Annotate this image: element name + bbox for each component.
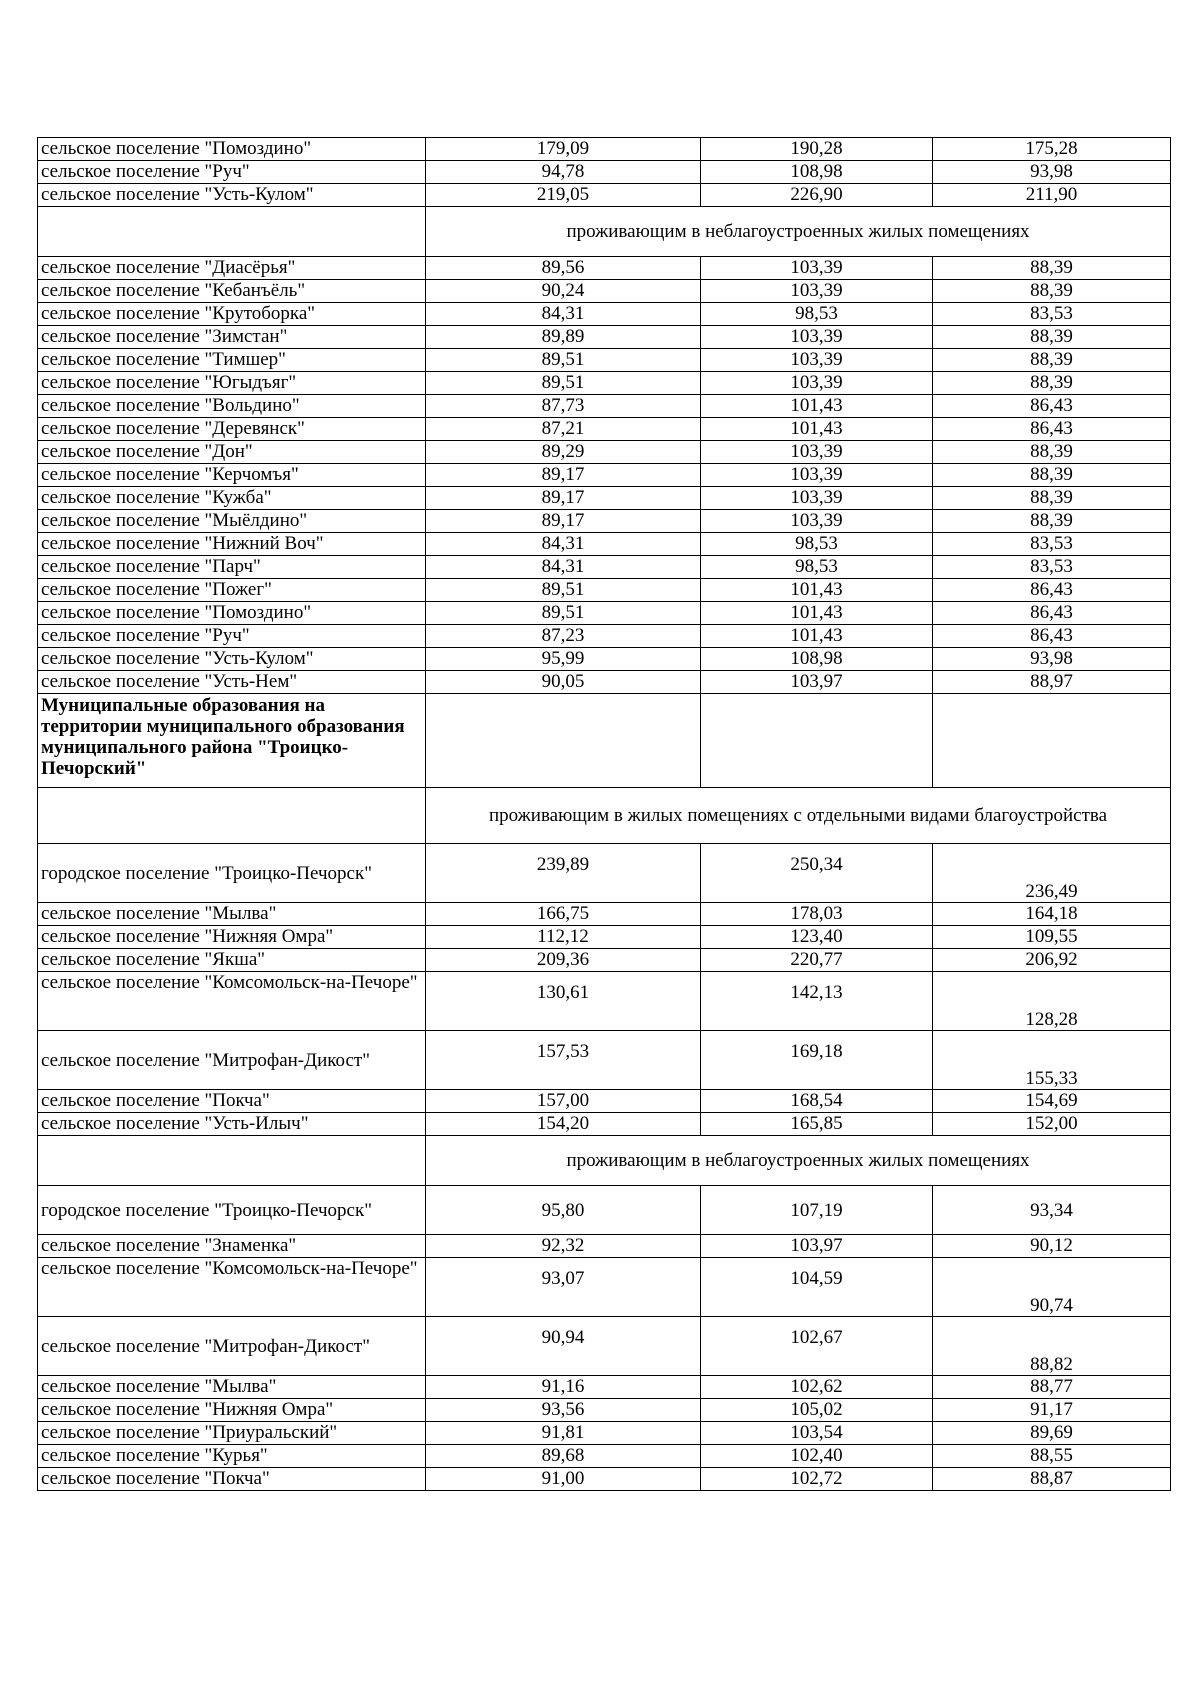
value-col1: 89,51 bbox=[426, 372, 701, 395]
value-col2: 107,19 bbox=[701, 1186, 933, 1235]
value-col2: 220,77 bbox=[701, 949, 933, 972]
value-col1: 239,89 bbox=[426, 844, 701, 903]
table-row bbox=[38, 395, 1171, 418]
value-col2: 103,39 bbox=[701, 510, 933, 533]
table-row bbox=[38, 326, 1171, 349]
value-col2: 169,18 bbox=[701, 1031, 933, 1090]
settlement-name: сельское поселение "Якша" bbox=[38, 949, 426, 972]
settlement-name: сельское поселение "Комсомольск-на-Печоре" bbox=[38, 972, 426, 1031]
value-col3: 206,92 bbox=[933, 949, 1171, 972]
value-col1: 179,09 bbox=[426, 138, 701, 161]
value-col2: 103,39 bbox=[701, 280, 933, 303]
table-row bbox=[38, 510, 1171, 533]
value-col1: 89,17 bbox=[426, 464, 701, 487]
value-col1: 84,31 bbox=[426, 303, 701, 326]
value-col1: 91,00 bbox=[426, 1468, 701, 1491]
value-col2: 101,43 bbox=[701, 418, 933, 441]
value-col1: 91,16 bbox=[426, 1376, 701, 1399]
value-col1: 89,68 bbox=[426, 1445, 701, 1468]
settlement-name: сельское поселение "Комсомольск-на-Печоре" bbox=[38, 1258, 426, 1317]
value-col3: 93,98 bbox=[933, 161, 1171, 184]
table-body bbox=[38, 138, 1171, 1491]
section-empty-cell bbox=[38, 207, 426, 257]
value-col2: 98,53 bbox=[701, 556, 933, 579]
value-col3: 88,39 bbox=[933, 349, 1171, 372]
settlement-name: сельское поселение "Мылва" bbox=[38, 1376, 426, 1399]
value-col1: 209,36 bbox=[426, 949, 701, 972]
table-row bbox=[38, 138, 1171, 161]
value-col3: 86,43 bbox=[933, 602, 1171, 625]
group-header-row bbox=[38, 694, 1171, 788]
table-row bbox=[38, 1090, 1171, 1113]
value-col1: 90,24 bbox=[426, 280, 701, 303]
value-col3: 86,43 bbox=[933, 625, 1171, 648]
value-col2: 98,53 bbox=[701, 303, 933, 326]
table-row bbox=[38, 161, 1171, 184]
section-header-row bbox=[38, 1136, 1171, 1186]
value-col3: 90,12 bbox=[933, 1235, 1171, 1258]
value-col3: 88,39 bbox=[933, 326, 1171, 349]
settlement-name: сельское поселение "Зимстан" bbox=[38, 326, 426, 349]
value-col1: 84,31 bbox=[426, 533, 701, 556]
settlement-name: сельское поселение "Усть-Нем" bbox=[38, 671, 426, 694]
value-col2: 123,40 bbox=[701, 926, 933, 949]
table-row bbox=[38, 303, 1171, 326]
settlement-name: сельское поселение "Помоздино" bbox=[38, 138, 426, 161]
value-col2: 102,40 bbox=[701, 1445, 933, 1468]
value-col2: 250,34 bbox=[701, 844, 933, 903]
table-row bbox=[38, 1235, 1171, 1258]
table-row bbox=[38, 844, 1171, 903]
value-col2: 98,53 bbox=[701, 533, 933, 556]
value-col2: 103,39 bbox=[701, 372, 933, 395]
value-col2: 103,39 bbox=[701, 464, 933, 487]
table-row bbox=[38, 1031, 1171, 1090]
empty-cell bbox=[426, 694, 701, 788]
value-col2: 142,13 bbox=[701, 972, 933, 1031]
settlement-name: сельское поселение "Приуральский" bbox=[38, 1422, 426, 1445]
value-col1: 95,80 bbox=[426, 1186, 701, 1235]
settlement-name: городское поселение "Троицко-Печорск" bbox=[38, 844, 426, 903]
group-title: Муниципальные образования на территории муниципального образования муниципального района "Троицко-Печорский" bbox=[38, 694, 426, 788]
value-col3: 152,00 bbox=[933, 1113, 1171, 1136]
value-col3: 88,97 bbox=[933, 671, 1171, 694]
settlement-name: сельское поселение "Крутоборка" bbox=[38, 303, 426, 326]
value-col2: 226,90 bbox=[701, 184, 933, 207]
table-row bbox=[38, 556, 1171, 579]
table-row bbox=[38, 257, 1171, 280]
value-col2: 103,39 bbox=[701, 257, 933, 280]
value-col1: 89,56 bbox=[426, 257, 701, 280]
value-col3: 88,39 bbox=[933, 487, 1171, 510]
settlement-name: сельское поселение "Вольдино" bbox=[38, 395, 426, 418]
table-row bbox=[38, 464, 1171, 487]
settlement-name: сельское поселение "Мылва" bbox=[38, 903, 426, 926]
table-row bbox=[38, 625, 1171, 648]
value-col3: 88,39 bbox=[933, 280, 1171, 303]
value-col2: 103,39 bbox=[701, 441, 933, 464]
value-col1: 92,32 bbox=[426, 1235, 701, 1258]
value-col3: 88,82 bbox=[933, 1317, 1171, 1376]
table-row bbox=[38, 1445, 1171, 1468]
value-col1: 89,51 bbox=[426, 579, 701, 602]
value-col3: 93,34 bbox=[933, 1186, 1171, 1235]
value-col2: 178,03 bbox=[701, 903, 933, 926]
settlement-name: сельское поселение "Покча" bbox=[38, 1090, 426, 1113]
settlement-name: сельское поселение "Парч" bbox=[38, 556, 426, 579]
tariff-table bbox=[37, 137, 1171, 1491]
table-row bbox=[38, 418, 1171, 441]
table-row bbox=[38, 184, 1171, 207]
value-col2: 104,59 bbox=[701, 1258, 933, 1317]
value-col3: 88,39 bbox=[933, 510, 1171, 533]
value-col3: 236,49 bbox=[933, 844, 1171, 903]
value-col2: 103,97 bbox=[701, 671, 933, 694]
table-row bbox=[38, 1258, 1171, 1317]
value-col1: 87,73 bbox=[426, 395, 701, 418]
value-col2: 103,39 bbox=[701, 487, 933, 510]
value-col3: 83,53 bbox=[933, 303, 1171, 326]
value-col3: 88,39 bbox=[933, 372, 1171, 395]
value-col1: 89,51 bbox=[426, 349, 701, 372]
settlement-name: сельское поселение "Мыёлдино" bbox=[38, 510, 426, 533]
settlement-name: сельское поселение "Усть-Илыч" bbox=[38, 1113, 426, 1136]
section-header-row bbox=[38, 207, 1171, 257]
value-col3: 88,55 bbox=[933, 1445, 1171, 1468]
value-col3: 155,33 bbox=[933, 1031, 1171, 1090]
settlement-name: сельское поселение "Нижняя Омра" bbox=[38, 926, 426, 949]
value-col2: 108,98 bbox=[701, 648, 933, 671]
table-row bbox=[38, 1317, 1171, 1376]
table-row bbox=[38, 602, 1171, 625]
value-col1: 112,12 bbox=[426, 926, 701, 949]
settlement-name: сельское поселение "Диасёрья" bbox=[38, 257, 426, 280]
value-col1: 219,05 bbox=[426, 184, 701, 207]
settlement-name: сельское поселение "Усть-Кулом" bbox=[38, 184, 426, 207]
value-col3: 86,43 bbox=[933, 395, 1171, 418]
table-row bbox=[38, 1376, 1171, 1399]
settlement-name: сельское поселение "Дон" bbox=[38, 441, 426, 464]
value-col2: 102,62 bbox=[701, 1376, 933, 1399]
settlement-name: сельское поселение "Покча" bbox=[38, 1468, 426, 1491]
value-col2: 101,43 bbox=[701, 625, 933, 648]
table-row bbox=[38, 1186, 1171, 1235]
table-row bbox=[38, 487, 1171, 510]
value-col3: 88,77 bbox=[933, 1376, 1171, 1399]
table-row bbox=[38, 579, 1171, 602]
table-row bbox=[38, 1422, 1171, 1445]
value-col2: 102,67 bbox=[701, 1317, 933, 1376]
value-col3: 86,43 bbox=[933, 418, 1171, 441]
value-col2: 103,97 bbox=[701, 1235, 933, 1258]
table-row bbox=[38, 903, 1171, 926]
value-col3: 88,39 bbox=[933, 441, 1171, 464]
settlement-name: сельское поселение "Руч" bbox=[38, 625, 426, 648]
settlement-name: сельское поселение "Кебанъёль" bbox=[38, 280, 426, 303]
value-col3: 211,90 bbox=[933, 184, 1171, 207]
value-col1: 90,05 bbox=[426, 671, 701, 694]
settlement-name: сельское поселение "Знаменка" bbox=[38, 1235, 426, 1258]
value-col1: 89,17 bbox=[426, 487, 701, 510]
section-title: проживающим в неблагоустроенных жилых помещениях bbox=[426, 207, 1171, 257]
settlement-name: сельское поселение "Нижняя Омра" bbox=[38, 1399, 426, 1422]
value-col1: 93,56 bbox=[426, 1399, 701, 1422]
table-row bbox=[38, 349, 1171, 372]
value-col3: 128,28 bbox=[933, 972, 1171, 1031]
value-col2: 101,43 bbox=[701, 579, 933, 602]
settlement-name: сельское поселение "Митрофан-Дикост" bbox=[38, 1031, 426, 1090]
value-col3: 93,98 bbox=[933, 648, 1171, 671]
value-col2: 105,02 bbox=[701, 1399, 933, 1422]
table-row bbox=[38, 648, 1171, 671]
value-col3: 90,74 bbox=[933, 1258, 1171, 1317]
section-header-row bbox=[38, 788, 1171, 844]
section-title: проживающим в неблагоустроенных жилых помещениях bbox=[426, 1136, 1171, 1186]
value-col1: 90,94 bbox=[426, 1317, 701, 1376]
settlement-name: сельское поселение "Деревянск" bbox=[38, 418, 426, 441]
settlement-name: сельское поселение "Митрофан-Дикост" bbox=[38, 1317, 426, 1376]
value-col3: 91,17 bbox=[933, 1399, 1171, 1422]
table-row bbox=[38, 533, 1171, 556]
value-col1: 87,23 bbox=[426, 625, 701, 648]
value-col2: 101,43 bbox=[701, 602, 933, 625]
value-col3: 89,69 bbox=[933, 1422, 1171, 1445]
value-col2: 103,39 bbox=[701, 326, 933, 349]
settlement-name: сельское поселение "Курья" bbox=[38, 1445, 426, 1468]
value-col3: 83,53 bbox=[933, 533, 1171, 556]
value-col1: 130,61 bbox=[426, 972, 701, 1031]
value-col1: 89,89 bbox=[426, 326, 701, 349]
settlement-name: сельское поселение "Тимшер" bbox=[38, 349, 426, 372]
value-col3: 88,39 bbox=[933, 464, 1171, 487]
value-col2: 102,72 bbox=[701, 1468, 933, 1491]
value-col1: 87,21 bbox=[426, 418, 701, 441]
empty-cell bbox=[933, 694, 1171, 788]
settlement-name: сельское поселение "Помоздино" bbox=[38, 602, 426, 625]
table-row bbox=[38, 280, 1171, 303]
table-row bbox=[38, 972, 1171, 1031]
value-col1: 157,00 bbox=[426, 1090, 701, 1113]
section-empty-cell bbox=[38, 788, 426, 844]
value-col1: 94,78 bbox=[426, 161, 701, 184]
value-col3: 86,43 bbox=[933, 579, 1171, 602]
settlement-name: сельское поселение "Кужба" bbox=[38, 487, 426, 510]
table-row bbox=[38, 949, 1171, 972]
value-col3: 88,87 bbox=[933, 1468, 1171, 1491]
settlement-name: сельское поселение "Усть-Кулом" bbox=[38, 648, 426, 671]
value-col1: 89,51 bbox=[426, 602, 701, 625]
table-row bbox=[38, 1113, 1171, 1136]
value-col3: 88,39 bbox=[933, 257, 1171, 280]
settlement-name: городское поселение "Троицко-Печорск" bbox=[38, 1186, 426, 1235]
table-row bbox=[38, 441, 1171, 464]
value-col2: 103,54 bbox=[701, 1422, 933, 1445]
value-col1: 166,75 bbox=[426, 903, 701, 926]
table-row bbox=[38, 1468, 1171, 1491]
value-col1: 84,31 bbox=[426, 556, 701, 579]
value-col3: 154,69 bbox=[933, 1090, 1171, 1113]
settlement-name: сельское поселение "Югыдъяг" bbox=[38, 372, 426, 395]
table-row bbox=[38, 671, 1171, 694]
value-col1: 91,81 bbox=[426, 1422, 701, 1445]
value-col1: 89,17 bbox=[426, 510, 701, 533]
settlement-name: сельское поселение "Нижний Воч" bbox=[38, 533, 426, 556]
settlement-name: сельское поселение "Руч" bbox=[38, 161, 426, 184]
value-col2: 103,39 bbox=[701, 349, 933, 372]
table-row bbox=[38, 926, 1171, 949]
section-empty-cell bbox=[38, 1136, 426, 1186]
table-row bbox=[38, 372, 1171, 395]
value-col1: 89,29 bbox=[426, 441, 701, 464]
value-col3: 175,28 bbox=[933, 138, 1171, 161]
value-col3: 164,18 bbox=[933, 903, 1171, 926]
value-col2: 108,98 bbox=[701, 161, 933, 184]
value-col2: 165,85 bbox=[701, 1113, 933, 1136]
value-col1: 157,53 bbox=[426, 1031, 701, 1090]
value-col2: 190,28 bbox=[701, 138, 933, 161]
value-col1: 154,20 bbox=[426, 1113, 701, 1136]
value-col2: 101,43 bbox=[701, 395, 933, 418]
table-row bbox=[38, 1399, 1171, 1422]
section-title: проживающим в жилых помещениях с отдельными видами благоустройства bbox=[426, 788, 1171, 844]
value-col3: 83,53 bbox=[933, 556, 1171, 579]
value-col1: 95,99 bbox=[426, 648, 701, 671]
value-col3: 109,55 bbox=[933, 926, 1171, 949]
empty-cell bbox=[701, 694, 933, 788]
value-col2: 168,54 bbox=[701, 1090, 933, 1113]
settlement-name: сельское поселение "Керчомъя" bbox=[38, 464, 426, 487]
value-col1: 93,07 bbox=[426, 1258, 701, 1317]
settlement-name: сельское поселение "Пожег" bbox=[38, 579, 426, 602]
